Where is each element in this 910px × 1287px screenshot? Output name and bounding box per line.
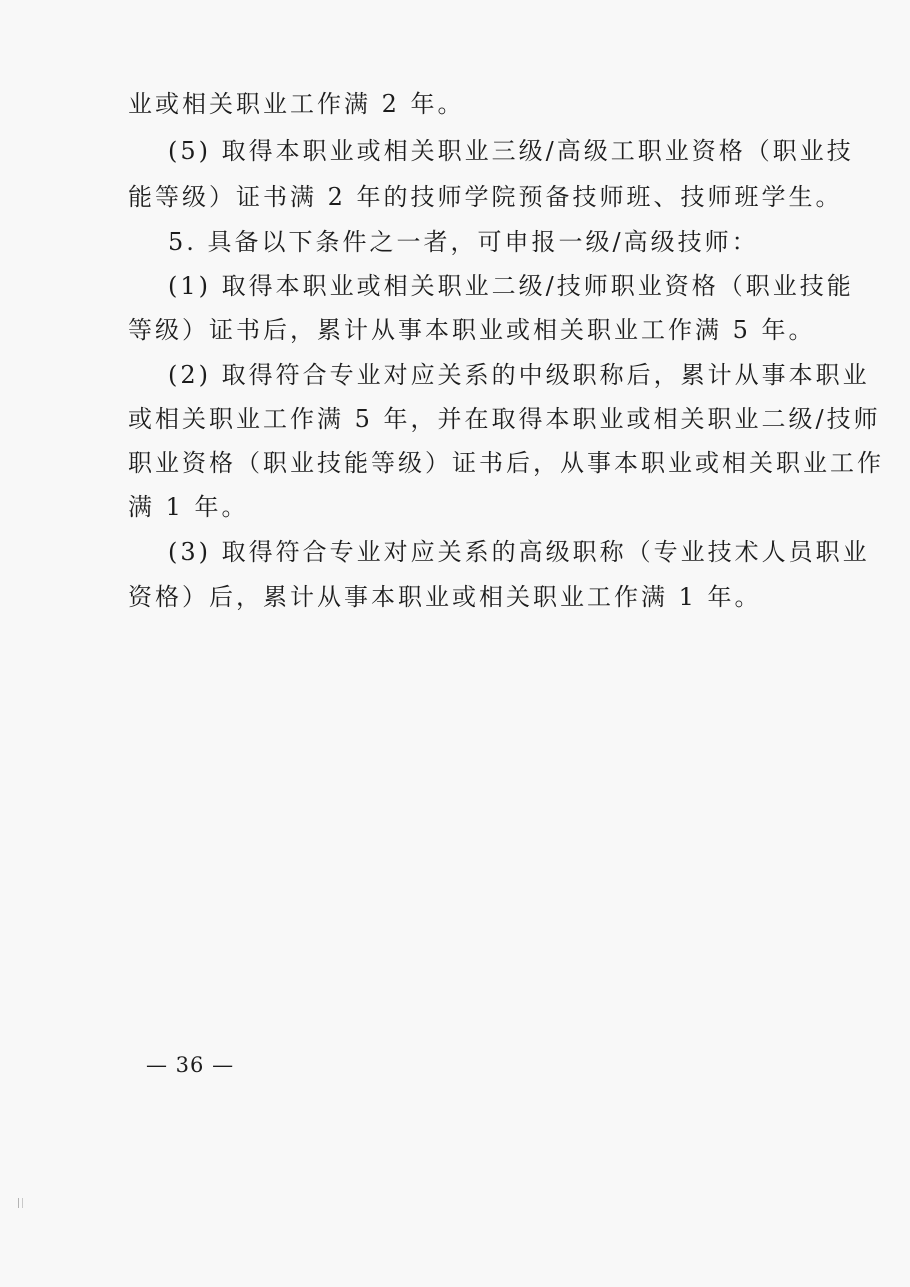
text-line-6: 等级）证书后，累计从事本职业或相关职业工作满 5 年。	[128, 316, 816, 344]
text-line-7: (2) 取得符合专业对应关系的中级职称后，累计从事本职业	[168, 361, 870, 389]
scan-artifact-mark	[18, 1198, 23, 1208]
text-line-5: (1) 取得本职业或相关职业二级/技师职业资格（职业技能	[168, 272, 854, 300]
text-line-11: (3) 取得符合专业对应关系的高级职称（专业技术人员职业	[168, 538, 870, 566]
text-line-4: 5. 具备以下条件之一者，可申报一级/高级技师：	[168, 228, 759, 256]
text-line-2: (5) 取得本职业或相关职业三级/高级工职业资格（职业技	[168, 137, 854, 165]
page-number: — 36 —	[146, 1053, 235, 1077]
text-line-9: 职业资格（职业技能等级）证书后，从事本职业或相关职业工作	[128, 449, 884, 477]
text-line-3: 能等级）证书满 2 年的技师学院预备技师班、技师班学生。	[128, 183, 843, 211]
text-line-10: 满 1 年。	[128, 493, 249, 521]
text-line-12: 资格）后，累计从事本职业或相关职业工作满 1 年。	[128, 583, 762, 611]
text-line-1: 业或相关职业工作满 2 年。	[128, 90, 465, 118]
text-line-8: 或相关职业工作满 5 年，并在取得本职业或相关职业二级/技师	[128, 405, 881, 433]
